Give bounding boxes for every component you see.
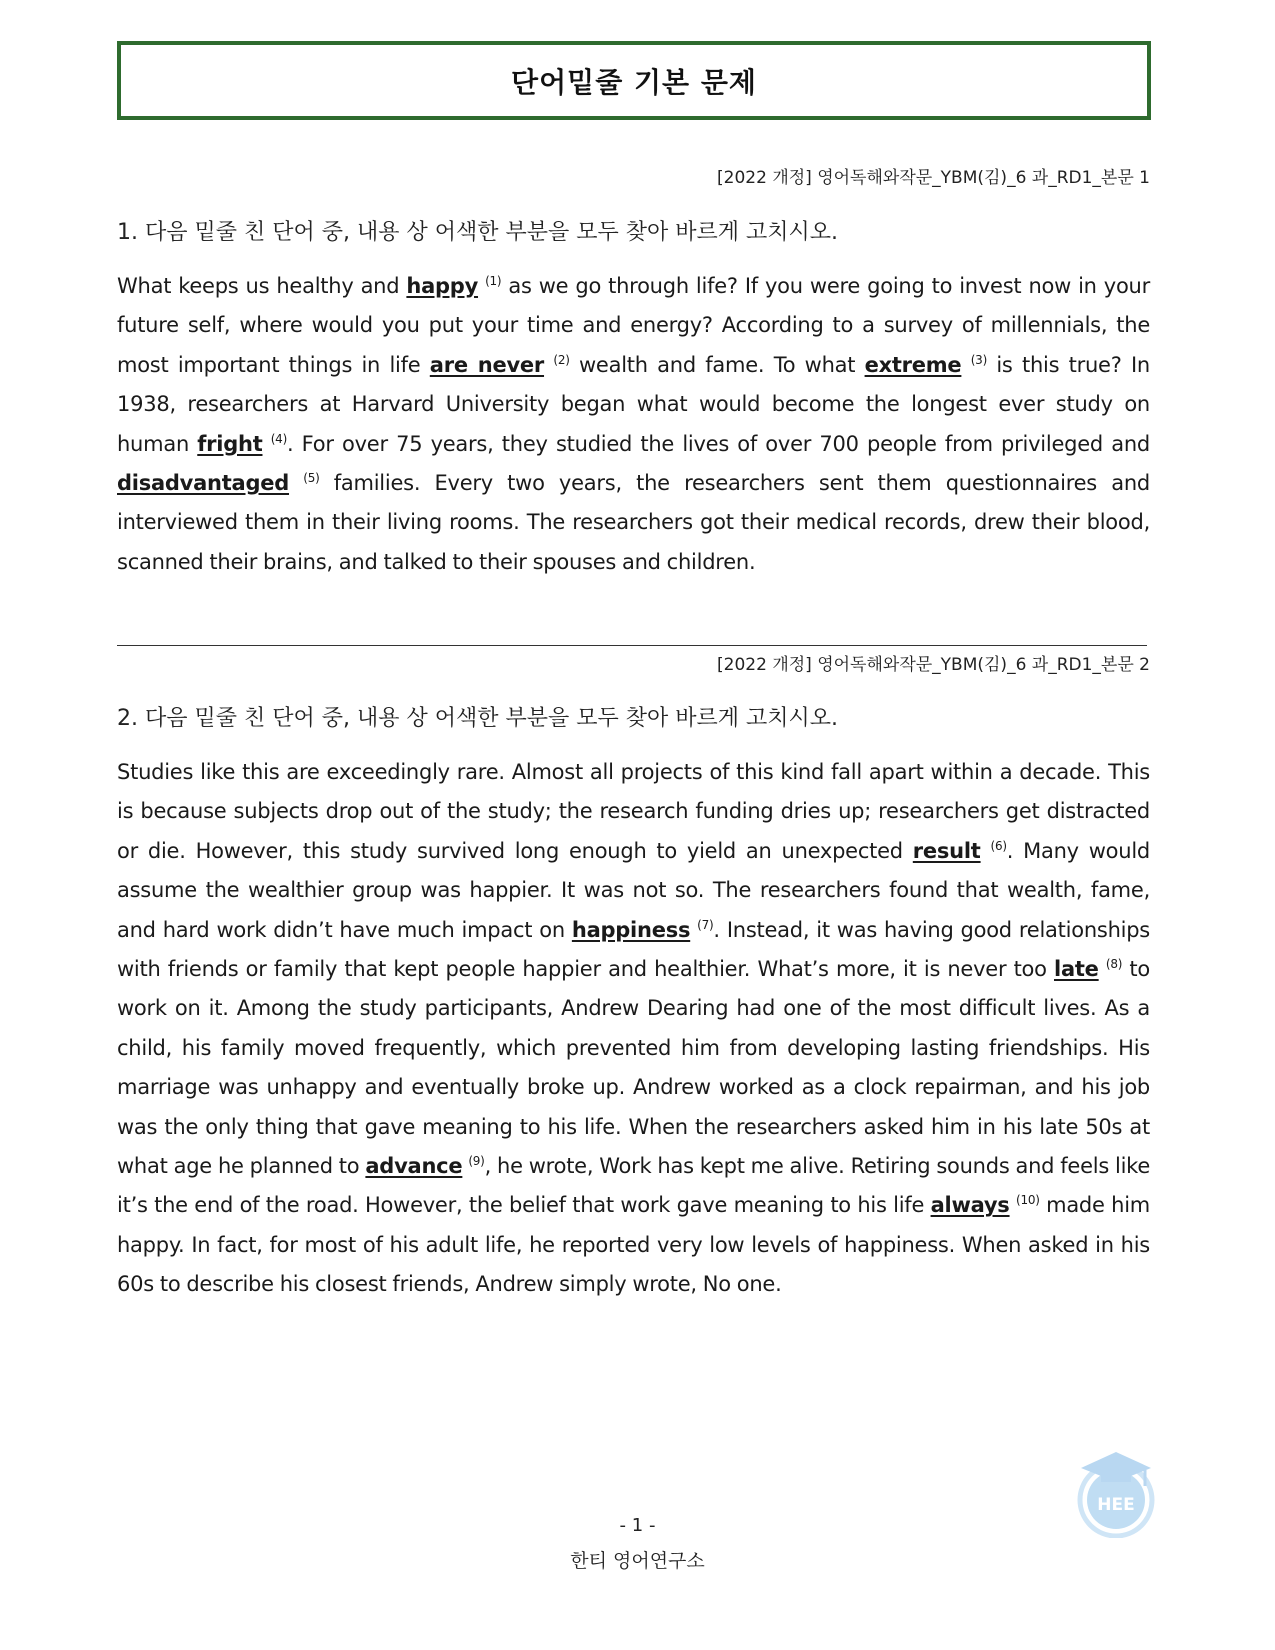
underlined-word: disadvantaged (117, 471, 290, 496)
passage-text: , he wrote, Work has kept me alive. Retiring sounds and feels like it’s the end of the road. However, the belief that work gave meaning to his life (117, 1154, 1151, 1218)
passage-2 (117, 753, 1150, 1305)
underlined-word: late (1054, 957, 1099, 982)
word-number: (10) (1016, 1193, 1040, 1208)
passage-text: wealth and fame. To what (569, 352, 865, 377)
word-number: (1) (485, 274, 502, 288)
word-number: (8) (1105, 957, 1123, 972)
word-number: (2) (553, 352, 570, 367)
passage-text: made him happy. In fact, for most of his adult life, he reported very low levels of happiness. When asked in his 60s to describe his closest friends, Andrew simply wrote, No one. (117, 1193, 1150, 1297)
passage-text: as we go through life? If you were going to invest now in your future self, where would you put your time and energy? According to a survey of millennials, the most important things in life (117, 274, 1150, 377)
title-box (117, 41, 1151, 120)
underlined-word: happiness (571, 917, 691, 942)
question-1: 1. 다음 밑줄 친 단어 중, 내용 상 어색한 부분을 모두 찾아 바르게 고치시오. (117, 220, 838, 245)
source-label-2: [2022 개정] 영어독해와작문_YBM(김)_6 과_RD1_본문 2 (717, 655, 1150, 675)
underlined-word: result (912, 838, 981, 863)
passage-1 (117, 267, 1150, 582)
passage-text: families. Every two years, the researchers sent them questionnaires and interviewed them in their living rooms. The researchers got their medical records, drew their blood, scanned their brains, and talked to their spouses and children. (117, 471, 1150, 574)
passage-text: to work on it. Among the study participants, Andrew Dearing had one of the most difficult lives. As a child, his family moved frequently, which prevented him from developing lasting friendships. His marriage was unhappy and eventually broke up. Andrew worked as a clock repairman, and his job was the only thing that gave meaning to his life. When the researchers asked him in his late 50s at what age he planned to (117, 957, 1150, 1179)
word-number: (5) (303, 471, 320, 486)
underlined-word: advance (365, 1154, 463, 1179)
graduation-cap-logo (1075, 1448, 1157, 1538)
page-title: 단어밑줄 기본 문제 (511, 65, 757, 99)
passage-text: What keeps us healthy and (117, 274, 407, 298)
word-number: (6) (990, 838, 1007, 853)
underlined-word: are never (429, 352, 545, 377)
passage-text: . For over 75 years, they studied the lives of over 700 people from privileged and (287, 431, 1150, 456)
source-label-1: [2022 개정] 영어독해와작문_YBM(김)_6 과_RD1_본문 1 (717, 168, 1150, 188)
underlined-word: extreme (864, 352, 962, 377)
underlined-word: always (930, 1193, 1010, 1218)
word-number: (9) (468, 1154, 485, 1169)
underlined-word: happy (406, 274, 479, 298)
section-divider (117, 645, 1147, 646)
passage-text: . Many would assume the wealthier group was happier. It was not so. The researchers found that wealth, fame, and hard work didn’t have much impact on (117, 838, 1150, 942)
logo-text: HEE (1097, 1495, 1135, 1515)
underlined-word: fright (197, 431, 263, 456)
passage-text: . Instead, it was having good relationships with friends or family that kept people happier and healthier. What’s more, it is never too (117, 917, 1150, 982)
page-number: - 1 - (619, 1515, 656, 1536)
question-2: 2. 다음 밑줄 친 단어 중, 내용 상 어색한 부분을 모두 찾아 바르게 고치시오. (117, 706, 838, 731)
passage-text: is this true? In 1938, researchers at Harvard University began what would become the longest ever study on human (117, 352, 1150, 456)
organization-name: 한티 영어연구소 (570, 1550, 705, 1572)
word-number: (7) (697, 917, 714, 932)
passage-text: Studies like this are exceedingly rare. Almost all projects of this kind fall apart within a decade. This is because subjects drop out of the study; the research funding dries up; researchers get distracted or die. However, this study survived long enough to yield an unexpected (117, 760, 1150, 863)
word-number: (4) (270, 431, 287, 446)
word-number: (3) (970, 352, 987, 367)
